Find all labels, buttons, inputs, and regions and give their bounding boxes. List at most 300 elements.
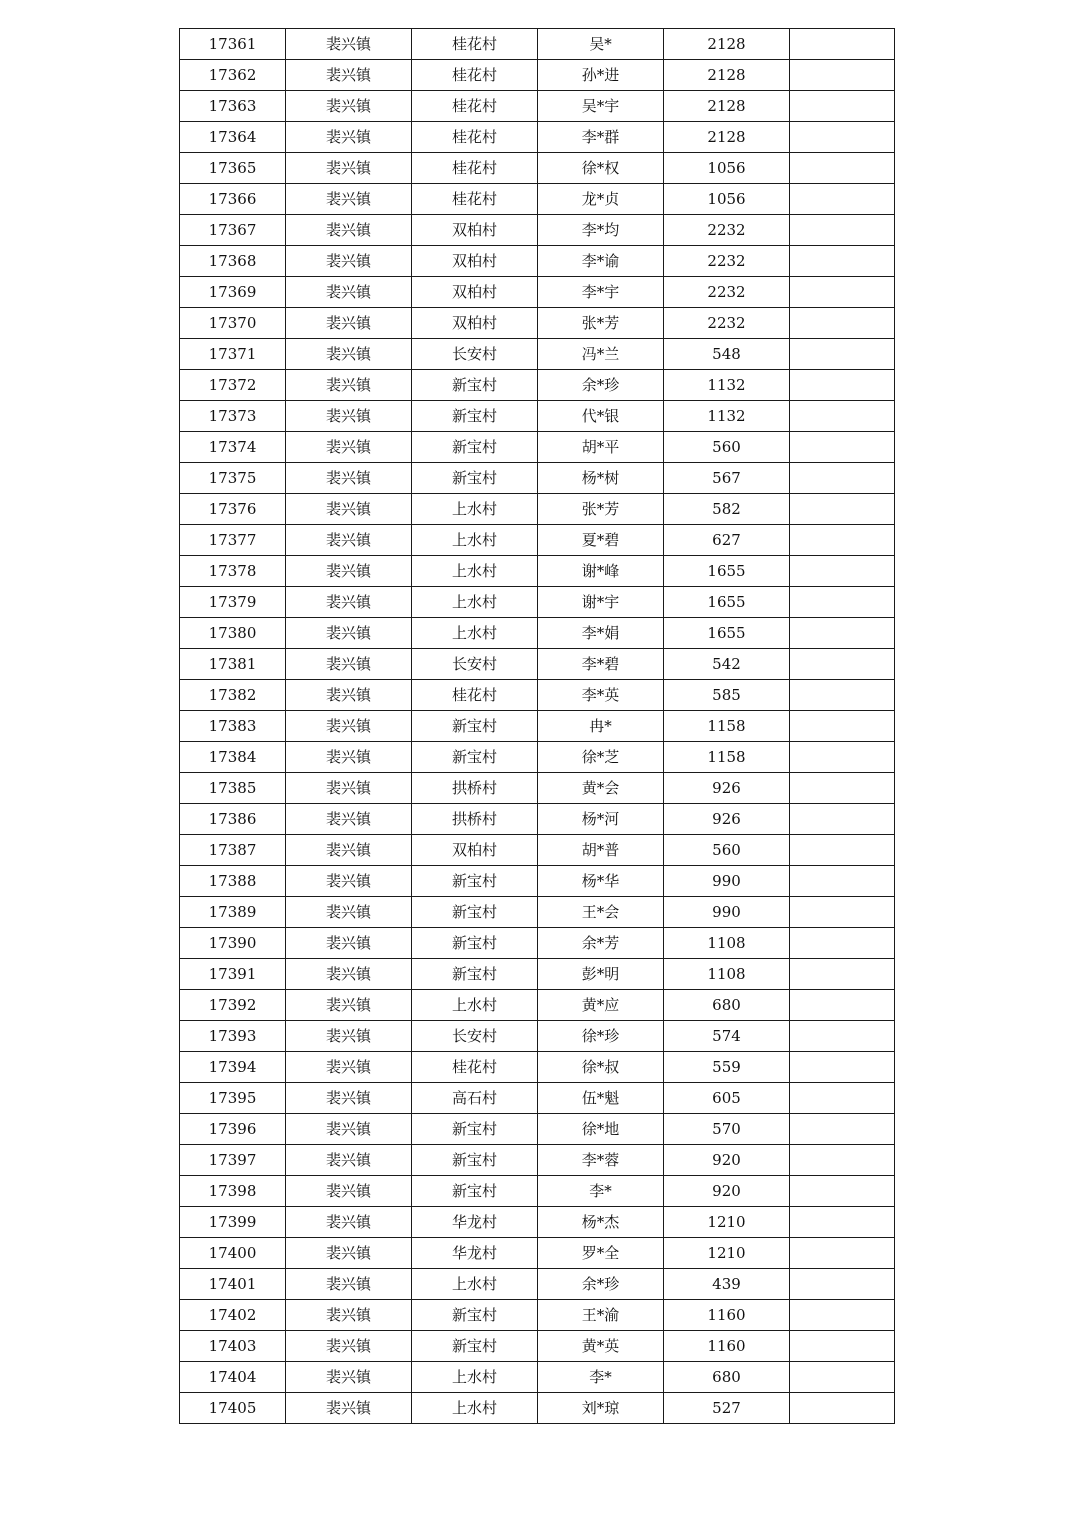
name-cell: 黄*英 (538, 1331, 664, 1362)
village-cell: 新宝村 (412, 432, 538, 463)
amount-cell: 1108 (664, 959, 790, 990)
note-cell (790, 1021, 895, 1052)
village-cell: 长安村 (412, 649, 538, 680)
amount-cell: 1056 (664, 153, 790, 184)
table-row (180, 1300, 895, 1331)
village-cell: 新宝村 (412, 1300, 538, 1331)
amount-cell: 1655 (664, 556, 790, 587)
village-cell: 上水村 (412, 494, 538, 525)
town-cell: 裴兴镇 (286, 525, 412, 556)
serial-number-cell: 17371 (180, 339, 286, 370)
amount-cell: 1158 (664, 711, 790, 742)
town-cell: 裴兴镇 (286, 618, 412, 649)
note-cell (790, 1145, 895, 1176)
amount-cell: 439 (664, 1269, 790, 1300)
table-row (180, 277, 895, 308)
serial-number-cell: 17369 (180, 277, 286, 308)
village-cell: 桂花村 (412, 184, 538, 215)
table-row (180, 773, 895, 804)
note-cell (790, 432, 895, 463)
table-row (180, 1362, 895, 1393)
town-cell: 裴兴镇 (286, 1238, 412, 1269)
serial-number-cell: 17386 (180, 804, 286, 835)
note-cell (790, 463, 895, 494)
serial-number-cell: 17362 (180, 60, 286, 91)
village-cell: 新宝村 (412, 463, 538, 494)
serial-number-cell: 17391 (180, 959, 286, 990)
serial-number-cell: 17394 (180, 1052, 286, 1083)
table-row (180, 1393, 895, 1424)
serial-number-cell: 17387 (180, 835, 286, 866)
town-cell: 裴兴镇 (286, 494, 412, 525)
table-row (180, 1331, 895, 1362)
note-cell (790, 91, 895, 122)
village-cell: 新宝村 (412, 1331, 538, 1362)
village-cell: 上水村 (412, 1269, 538, 1300)
name-cell: 徐*地 (538, 1114, 664, 1145)
town-cell: 裴兴镇 (286, 215, 412, 246)
village-cell: 新宝村 (412, 711, 538, 742)
serial-number-cell: 17400 (180, 1238, 286, 1269)
name-cell: 王*渝 (538, 1300, 664, 1331)
town-cell: 裴兴镇 (286, 928, 412, 959)
serial-number-cell: 17378 (180, 556, 286, 587)
note-cell (790, 1114, 895, 1145)
town-cell: 裴兴镇 (286, 1114, 412, 1145)
note-cell (790, 866, 895, 897)
name-cell: 彭*明 (538, 959, 664, 990)
name-cell: 余*珍 (538, 370, 664, 401)
amount-cell: 2128 (664, 91, 790, 122)
note-cell (790, 773, 895, 804)
serial-number-cell: 17367 (180, 215, 286, 246)
name-cell: 李*碧 (538, 649, 664, 680)
town-cell: 裴兴镇 (286, 432, 412, 463)
town-cell: 裴兴镇 (286, 959, 412, 990)
amount-cell: 582 (664, 494, 790, 525)
amount-cell: 542 (664, 649, 790, 680)
table-row (180, 1114, 895, 1145)
village-cell: 华龙村 (412, 1207, 538, 1238)
town-cell: 裴兴镇 (286, 1176, 412, 1207)
village-cell: 新宝村 (412, 866, 538, 897)
table-row (180, 1176, 895, 1207)
serial-number-cell: 17388 (180, 866, 286, 897)
town-cell: 裴兴镇 (286, 556, 412, 587)
table-row (180, 1052, 895, 1083)
village-cell: 长安村 (412, 339, 538, 370)
town-cell: 裴兴镇 (286, 122, 412, 153)
village-cell: 拱桥村 (412, 773, 538, 804)
table-row (180, 308, 895, 339)
town-cell: 裴兴镇 (286, 897, 412, 928)
name-cell: 杨*树 (538, 463, 664, 494)
town-cell: 裴兴镇 (286, 184, 412, 215)
town-cell: 裴兴镇 (286, 277, 412, 308)
amount-cell: 2128 (664, 122, 790, 153)
village-cell: 新宝村 (412, 897, 538, 928)
name-cell: 冉* (538, 711, 664, 742)
serial-number-cell: 17392 (180, 990, 286, 1021)
serial-number-cell: 17398 (180, 1176, 286, 1207)
amount-cell: 926 (664, 773, 790, 804)
amount-cell: 527 (664, 1393, 790, 1424)
village-cell: 拱桥村 (412, 804, 538, 835)
amount-cell: 680 (664, 990, 790, 1021)
town-cell: 裴兴镇 (286, 339, 412, 370)
table-row (180, 432, 895, 463)
note-cell (790, 897, 895, 928)
note-cell (790, 1238, 895, 1269)
name-cell: 谢*宇 (538, 587, 664, 618)
table-row (180, 680, 895, 711)
name-cell: 夏*碧 (538, 525, 664, 556)
table-row (180, 1083, 895, 1114)
town-cell: 裴兴镇 (286, 308, 412, 339)
town-cell: 裴兴镇 (286, 1331, 412, 1362)
note-cell (790, 215, 895, 246)
note-cell (790, 928, 895, 959)
amount-cell: 1210 (664, 1207, 790, 1238)
name-cell: 孙*进 (538, 60, 664, 91)
amount-cell: 559 (664, 1052, 790, 1083)
serial-number-cell: 17363 (180, 91, 286, 122)
village-cell: 新宝村 (412, 742, 538, 773)
name-cell: 余*珍 (538, 1269, 664, 1300)
note-cell (790, 649, 895, 680)
town-cell: 裴兴镇 (286, 1393, 412, 1424)
note-cell (790, 990, 895, 1021)
town-cell: 裴兴镇 (286, 804, 412, 835)
table-row (180, 1238, 895, 1269)
amount-cell: 1655 (664, 587, 790, 618)
note-cell (790, 618, 895, 649)
serial-number-cell: 17364 (180, 122, 286, 153)
village-cell: 上水村 (412, 1362, 538, 1393)
town-cell: 裴兴镇 (286, 680, 412, 711)
serial-number-cell: 17376 (180, 494, 286, 525)
amount-cell: 1108 (664, 928, 790, 959)
amount-cell: 990 (664, 866, 790, 897)
serial-number-cell: 17390 (180, 928, 286, 959)
note-cell (790, 804, 895, 835)
town-cell: 裴兴镇 (286, 1207, 412, 1238)
serial-number-cell: 17389 (180, 897, 286, 928)
serial-number-cell: 17404 (180, 1362, 286, 1393)
name-cell: 徐*珍 (538, 1021, 664, 1052)
amount-cell: 560 (664, 835, 790, 866)
serial-number-cell: 17383 (180, 711, 286, 742)
serial-number-cell: 17377 (180, 525, 286, 556)
table-row (180, 60, 895, 91)
note-cell (790, 29, 895, 60)
village-cell: 双柏村 (412, 215, 538, 246)
amount-cell: 560 (664, 432, 790, 463)
town-cell: 裴兴镇 (286, 463, 412, 494)
name-cell: 李*群 (538, 122, 664, 153)
amount-cell: 1158 (664, 742, 790, 773)
town-cell: 裴兴镇 (286, 1145, 412, 1176)
village-cell: 新宝村 (412, 959, 538, 990)
town-cell: 裴兴镇 (286, 1269, 412, 1300)
name-cell: 李*宇 (538, 277, 664, 308)
table-row (180, 153, 895, 184)
note-cell (790, 184, 895, 215)
note-cell (790, 1362, 895, 1393)
table-row (180, 866, 895, 897)
amount-cell: 1655 (664, 618, 790, 649)
serial-number-cell: 17374 (180, 432, 286, 463)
note-cell (790, 494, 895, 525)
table-row (180, 587, 895, 618)
village-cell: 上水村 (412, 525, 538, 556)
village-cell: 新宝村 (412, 370, 538, 401)
amount-cell: 570 (664, 1114, 790, 1145)
name-cell: 徐*叔 (538, 1052, 664, 1083)
table-row (180, 649, 895, 680)
amount-cell: 567 (664, 463, 790, 494)
name-cell: 张*芳 (538, 494, 664, 525)
serial-number-cell: 17401 (180, 1269, 286, 1300)
note-cell (790, 742, 895, 773)
table-row (180, 959, 895, 990)
name-cell: 王*会 (538, 897, 664, 928)
serial-number-cell: 17365 (180, 153, 286, 184)
village-cell: 桂花村 (412, 91, 538, 122)
table-row (180, 804, 895, 835)
name-cell: 黄*会 (538, 773, 664, 804)
town-cell: 裴兴镇 (286, 649, 412, 680)
table-row (180, 370, 895, 401)
amount-cell: 920 (664, 1176, 790, 1207)
town-cell: 裴兴镇 (286, 1083, 412, 1114)
town-cell: 裴兴镇 (286, 742, 412, 773)
serial-number-cell: 17370 (180, 308, 286, 339)
table-row (180, 215, 895, 246)
serial-number-cell: 17366 (180, 184, 286, 215)
village-cell: 双柏村 (412, 246, 538, 277)
note-cell (790, 711, 895, 742)
table-row (180, 29, 895, 60)
note-cell (790, 370, 895, 401)
town-cell: 裴兴镇 (286, 401, 412, 432)
amount-cell: 2128 (664, 60, 790, 91)
town-cell: 裴兴镇 (286, 1300, 412, 1331)
table-row (180, 835, 895, 866)
name-cell: 余*芳 (538, 928, 664, 959)
note-cell (790, 1207, 895, 1238)
name-cell: 杨*华 (538, 866, 664, 897)
name-cell: 李*英 (538, 680, 664, 711)
name-cell: 胡*平 (538, 432, 664, 463)
table-row (180, 556, 895, 587)
table-row (180, 91, 895, 122)
amount-cell: 1160 (664, 1300, 790, 1331)
serial-number-cell: 17380 (180, 618, 286, 649)
serial-number-cell: 17373 (180, 401, 286, 432)
town-cell: 裴兴镇 (286, 1052, 412, 1083)
table-row (180, 990, 895, 1021)
note-cell (790, 1176, 895, 1207)
village-cell: 桂花村 (412, 122, 538, 153)
amount-cell: 2232 (664, 215, 790, 246)
town-cell: 裴兴镇 (286, 246, 412, 277)
table-row (180, 494, 895, 525)
note-cell (790, 122, 895, 153)
table-row (180, 928, 895, 959)
serial-number-cell: 17381 (180, 649, 286, 680)
serial-number-cell: 17375 (180, 463, 286, 494)
note-cell (790, 1269, 895, 1300)
table-row (180, 618, 895, 649)
amount-cell: 1210 (664, 1238, 790, 1269)
village-cell: 桂花村 (412, 153, 538, 184)
village-cell: 上水村 (412, 990, 538, 1021)
village-cell: 双柏村 (412, 308, 538, 339)
note-cell (790, 308, 895, 339)
note-cell (790, 277, 895, 308)
village-cell: 长安村 (412, 1021, 538, 1052)
table-row (180, 742, 895, 773)
name-cell: 张*芳 (538, 308, 664, 339)
note-cell (790, 959, 895, 990)
amount-cell: 680 (664, 1362, 790, 1393)
village-cell: 上水村 (412, 587, 538, 618)
table-row (180, 339, 895, 370)
note-cell (790, 1331, 895, 1362)
village-cell: 新宝村 (412, 401, 538, 432)
town-cell: 裴兴镇 (286, 91, 412, 122)
town-cell: 裴兴镇 (286, 60, 412, 91)
name-cell: 李*娟 (538, 618, 664, 649)
table-body (180, 29, 895, 1424)
name-cell: 杨*河 (538, 804, 664, 835)
table-row (180, 1021, 895, 1052)
name-cell: 李*谕 (538, 246, 664, 277)
name-cell: 李* (538, 1176, 664, 1207)
village-cell: 新宝村 (412, 1145, 538, 1176)
name-cell: 李*蓉 (538, 1145, 664, 1176)
town-cell: 裴兴镇 (286, 990, 412, 1021)
table-row (180, 463, 895, 494)
serial-number-cell: 17368 (180, 246, 286, 277)
serial-number-cell: 17395 (180, 1083, 286, 1114)
name-cell: 李*均 (538, 215, 664, 246)
name-cell: 刘*琼 (538, 1393, 664, 1424)
table-row (180, 1145, 895, 1176)
serial-number-cell: 17397 (180, 1145, 286, 1176)
amount-cell: 926 (664, 804, 790, 835)
village-cell: 桂花村 (412, 1052, 538, 1083)
amount-cell: 2232 (664, 277, 790, 308)
name-cell: 吴* (538, 29, 664, 60)
note-cell (790, 587, 895, 618)
data-table (179, 28, 895, 1424)
village-cell: 双柏村 (412, 277, 538, 308)
serial-number-cell: 17396 (180, 1114, 286, 1145)
amount-cell: 990 (664, 897, 790, 928)
serial-number-cell: 17402 (180, 1300, 286, 1331)
village-cell: 华龙村 (412, 1238, 538, 1269)
name-cell: 徐*权 (538, 153, 664, 184)
town-cell: 裴兴镇 (286, 370, 412, 401)
table-row (180, 246, 895, 277)
amount-cell: 548 (664, 339, 790, 370)
note-cell (790, 1393, 895, 1424)
name-cell: 徐*芝 (538, 742, 664, 773)
serial-number-cell: 17361 (180, 29, 286, 60)
town-cell: 裴兴镇 (286, 29, 412, 60)
note-cell (790, 835, 895, 866)
table-row (180, 897, 895, 928)
name-cell: 龙*贞 (538, 184, 664, 215)
note-cell (790, 1300, 895, 1331)
name-cell: 胡*普 (538, 835, 664, 866)
note-cell (790, 1083, 895, 1114)
note-cell (790, 1052, 895, 1083)
name-cell: 谢*峰 (538, 556, 664, 587)
note-cell (790, 246, 895, 277)
name-cell: 伍*魁 (538, 1083, 664, 1114)
table-row (180, 1269, 895, 1300)
town-cell: 裴兴镇 (286, 1362, 412, 1393)
table-row (180, 184, 895, 215)
town-cell: 裴兴镇 (286, 1021, 412, 1052)
amount-cell: 2232 (664, 308, 790, 339)
note-cell (790, 680, 895, 711)
amount-cell: 1160 (664, 1331, 790, 1362)
table-row (180, 525, 895, 556)
serial-number-cell: 17393 (180, 1021, 286, 1052)
village-cell: 高石村 (412, 1083, 538, 1114)
serial-number-cell: 17403 (180, 1331, 286, 1362)
table-row (180, 1207, 895, 1238)
amount-cell: 1056 (664, 184, 790, 215)
village-cell: 新宝村 (412, 928, 538, 959)
serial-number-cell: 17382 (180, 680, 286, 711)
note-cell (790, 153, 895, 184)
amount-cell: 2128 (664, 29, 790, 60)
name-cell: 吴*宇 (538, 91, 664, 122)
serial-number-cell: 17385 (180, 773, 286, 804)
name-cell: 代*银 (538, 401, 664, 432)
amount-cell: 1132 (664, 370, 790, 401)
serial-number-cell: 17399 (180, 1207, 286, 1238)
name-cell: 黄*应 (538, 990, 664, 1021)
town-cell: 裴兴镇 (286, 773, 412, 804)
village-cell: 新宝村 (412, 1176, 538, 1207)
village-cell: 桂花村 (412, 680, 538, 711)
village-cell: 新宝村 (412, 1114, 538, 1145)
village-cell: 上水村 (412, 556, 538, 587)
note-cell (790, 60, 895, 91)
table-row (180, 122, 895, 153)
name-cell: 李* (538, 1362, 664, 1393)
amount-cell: 2232 (664, 246, 790, 277)
note-cell (790, 525, 895, 556)
serial-number-cell: 17405 (180, 1393, 286, 1424)
amount-cell: 920 (664, 1145, 790, 1176)
village-cell: 上水村 (412, 618, 538, 649)
note-cell (790, 556, 895, 587)
table-row (180, 711, 895, 742)
amount-cell: 627 (664, 525, 790, 556)
name-cell: 罗*全 (538, 1238, 664, 1269)
amount-cell: 585 (664, 680, 790, 711)
name-cell: 冯*兰 (538, 339, 664, 370)
town-cell: 裴兴镇 (286, 866, 412, 897)
serial-number-cell: 17372 (180, 370, 286, 401)
